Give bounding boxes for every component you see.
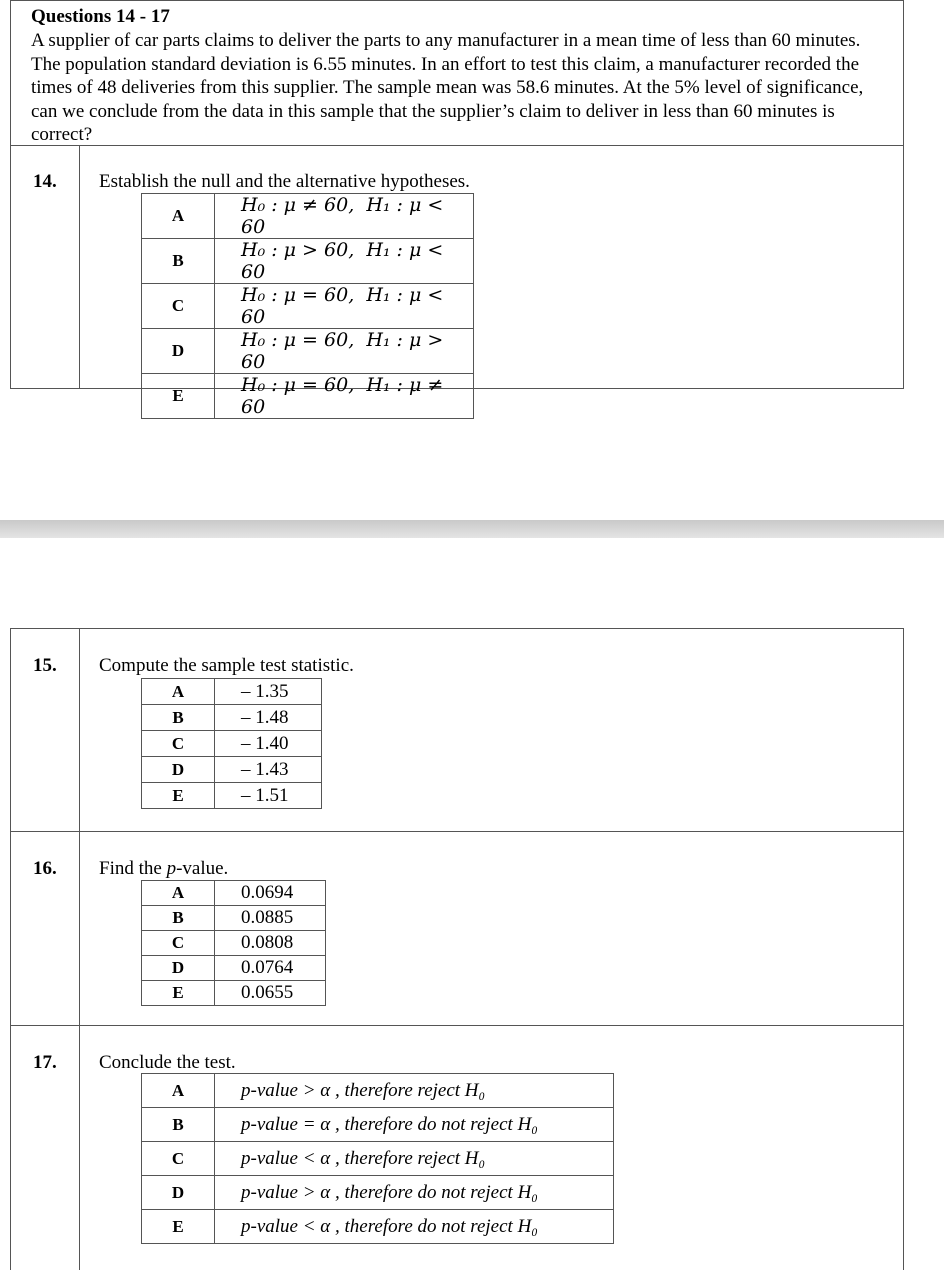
- options-table: [141, 678, 322, 809]
- option-value: p-value > α , therefore do not reject H₀: [215, 1176, 614, 1210]
- option-value: 0.0655: [215, 981, 326, 1006]
- option-row: [142, 374, 474, 419]
- question-text-em: p: [166, 858, 177, 879]
- option-value: – 1.48: [215, 705, 322, 731]
- null-hypothesis: H₀ : μ = 60,: [241, 284, 355, 306]
- option-value: p-value > α , therefore reject H₀: [215, 1074, 614, 1108]
- option-value: p-value < α , therefore do not reject H₀: [215, 1210, 614, 1244]
- option-row: [142, 1210, 614, 1244]
- question-number: 17.: [33, 1052, 57, 1073]
- question-number: 14.: [33, 171, 57, 192]
- option-value: – 1.40: [215, 731, 322, 757]
- option-letter: A: [142, 194, 215, 239]
- option-letter: C: [142, 731, 215, 757]
- option-letter: C: [142, 931, 215, 956]
- option-row: [142, 705, 322, 731]
- option-row: [142, 906, 326, 931]
- option-row: [142, 981, 326, 1006]
- option-row: [142, 783, 322, 809]
- option-row: [142, 1108, 614, 1142]
- option-row: [142, 956, 326, 981]
- option-hypotheses: [215, 194, 474, 239]
- null-hypothesis: H₀ : μ ≠ 60,: [241, 194, 355, 216]
- question-number: 15.: [33, 655, 57, 676]
- alternative-hypothesis: H₁ : μ < 60: [241, 239, 444, 283]
- option-letter: B: [142, 705, 215, 731]
- options-table: [141, 1073, 614, 1244]
- option-letter: C: [142, 1142, 215, 1176]
- null-hypothesis: H₀ : μ = 60,: [241, 374, 355, 396]
- option-hypotheses: [215, 239, 474, 284]
- alternative-hypothesis: H₁ : μ ≠ 60: [241, 374, 444, 418]
- option-row: [142, 731, 322, 757]
- option-letter: E: [142, 783, 215, 809]
- question-text: Establish the null and the alternative hypotheses.: [99, 171, 470, 192]
- option-letter: D: [142, 757, 215, 783]
- row-divider: [11, 831, 903, 832]
- intro-text: A supplier of car parts claims to deliver the parts to any manufacturer in a mean time of less than 60 minutes. The population standard deviation is 6.55 minutes. In an effort to test this claim, a manufacturer recorded the times of 48 deliveries from this supplier. The sample mean was 58.6 minutes. At the 5% level of significance, can we conclude from the data in this sample that the supplier’s claim to deliver in less than 60 minutes is correct?: [31, 30, 864, 145]
- option-hypotheses: [215, 284, 474, 329]
- question-text: [99, 858, 228, 880]
- option-hypotheses: [215, 329, 474, 374]
- option-row: [142, 1176, 614, 1210]
- option-letter: B: [142, 239, 215, 284]
- questions-15-17-box: [10, 628, 904, 1270]
- option-value: – 1.35: [215, 679, 322, 705]
- option-row: [142, 1142, 614, 1176]
- option-letter: B: [142, 906, 215, 931]
- option-row: [142, 679, 322, 705]
- option-value: – 1.43: [215, 757, 322, 783]
- question-text: Compute the sample test statistic.: [99, 655, 354, 676]
- option-row: [142, 194, 474, 239]
- option-row: [142, 881, 326, 906]
- option-value: 0.0885: [215, 906, 326, 931]
- option-letter: C: [142, 284, 215, 329]
- option-row: [142, 329, 474, 374]
- alternative-hypothesis: H₁ : μ < 60: [241, 284, 444, 328]
- option-letter: A: [142, 679, 215, 705]
- option-row: [142, 757, 322, 783]
- options-table: [141, 880, 326, 1006]
- option-letter: A: [142, 1074, 215, 1108]
- option-letter: A: [142, 881, 215, 906]
- question-text-suffix: -value.: [176, 858, 229, 879]
- option-letter: E: [142, 1210, 215, 1244]
- options-table: [141, 193, 474, 419]
- null-hypothesis: H₀ : μ > 60,: [241, 239, 355, 261]
- option-value: 0.0764: [215, 956, 326, 981]
- option-value: p-value < α , therefore reject H₀: [215, 1142, 614, 1176]
- option-value: p-value = α , therefore do not reject H₀: [215, 1108, 614, 1142]
- option-row: [142, 931, 326, 956]
- option-value: – 1.51: [215, 783, 322, 809]
- page-separator: [0, 520, 944, 538]
- null-hypothesis: H₀ : μ = 60,: [241, 329, 355, 351]
- option-row: [142, 239, 474, 284]
- option-letter: E: [142, 981, 215, 1006]
- intro-box: [10, 0, 904, 146]
- column-divider: [79, 629, 80, 1270]
- question-number: 16.: [33, 858, 57, 879]
- column-divider: [79, 145, 80, 388]
- option-hypotheses: [215, 374, 474, 419]
- intro-title: Questions 14 - 17: [31, 6, 170, 27]
- option-row: [142, 1074, 614, 1108]
- option-letter: E: [142, 374, 215, 419]
- alternative-hypothesis: H₁ : μ > 60: [241, 329, 444, 373]
- option-letter: D: [142, 1176, 215, 1210]
- option-letter: B: [142, 1108, 215, 1142]
- question-text: Conclude the test.: [99, 1052, 236, 1073]
- option-value: 0.0808: [215, 931, 326, 956]
- option-value: 0.0694: [215, 881, 326, 906]
- question-text-prefix: Find the: [99, 858, 167, 879]
- question-14-box: [10, 145, 904, 418]
- row-divider: [11, 1025, 903, 1026]
- alternative-hypothesis: H₁ : μ < 60: [241, 194, 444, 238]
- option-row: [142, 284, 474, 329]
- option-letter: D: [142, 329, 215, 374]
- option-letter: D: [142, 956, 215, 981]
